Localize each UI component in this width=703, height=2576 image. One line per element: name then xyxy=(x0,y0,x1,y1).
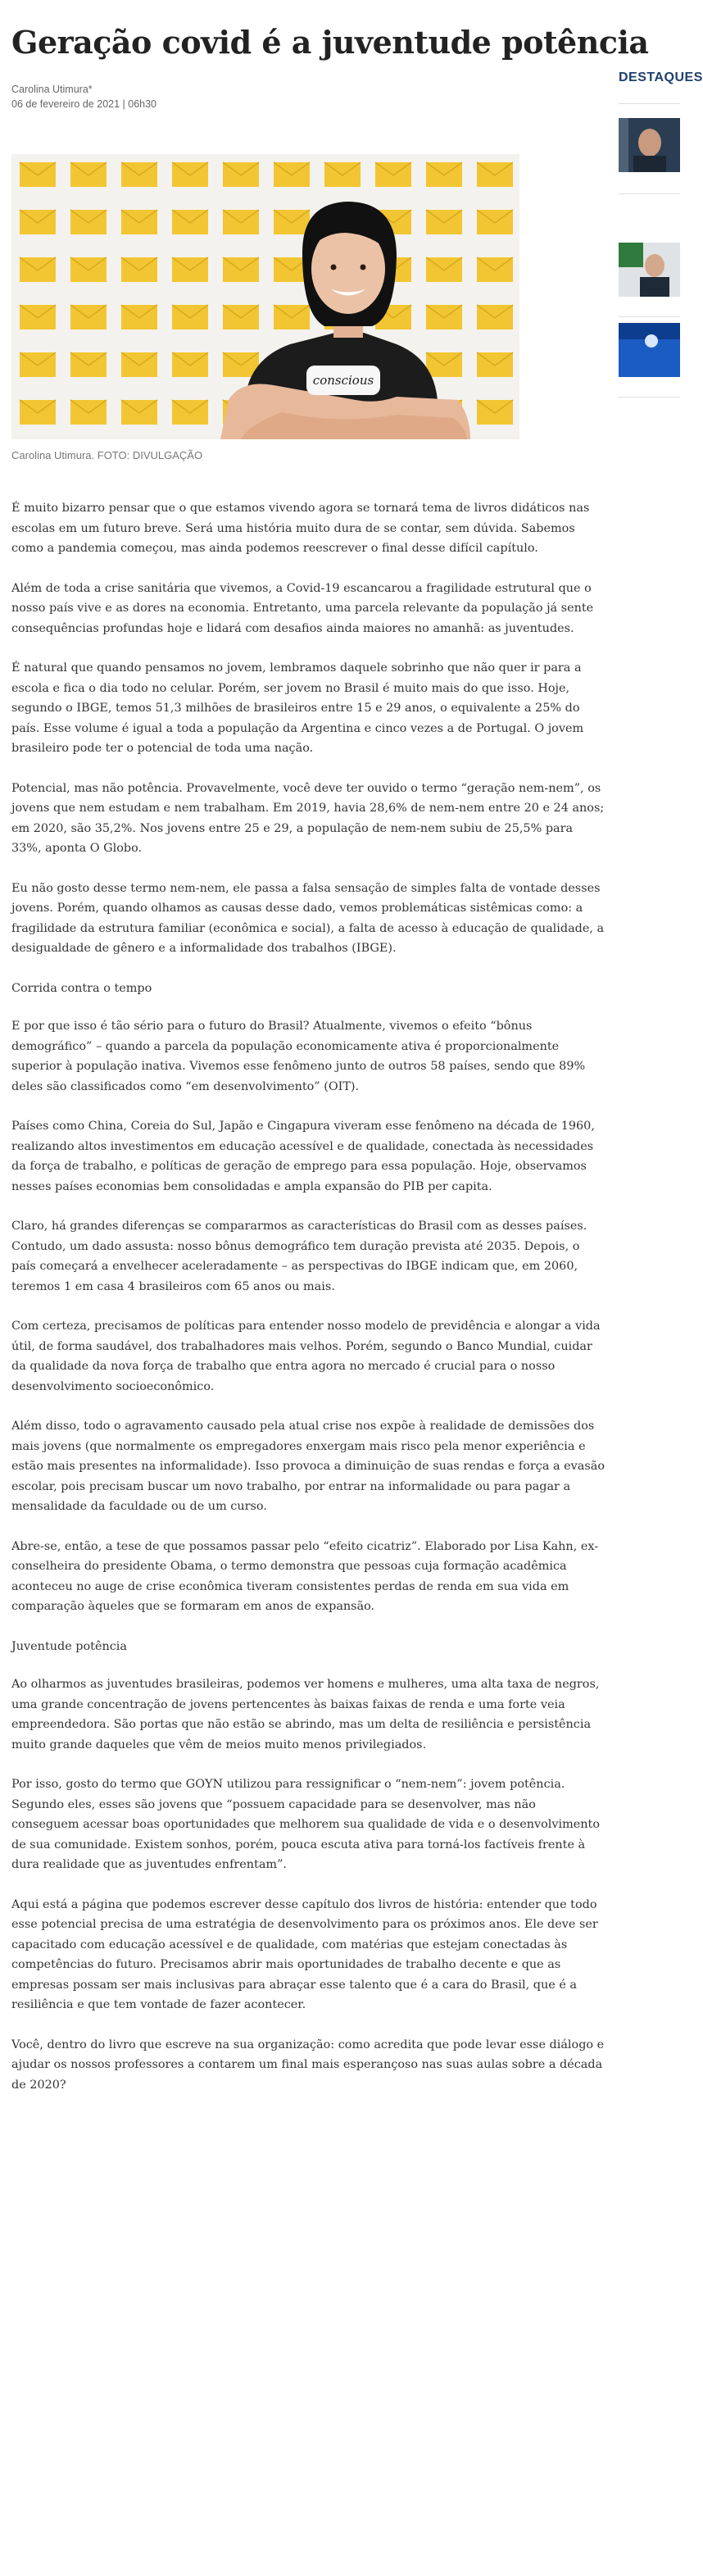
article-title: Geração covid é a juventude potência xyxy=(11,24,649,61)
paragraph: Aqui está a página que podemos escrever desse capítulo dos livros de história: entender que todo esse potencial precisa de uma estratégia de desenvolvimento para os próximos anos. Ele deve ser capacitado com educação acessível e de qualidade, com matérias que estejam conectadas às competências do futuro. Precisamos abrir mais oportunidades de trabalho decente e que as empresas possam ser mais inclusivas para abraçar esse talento que é a cara do Brasil, que é a resiliência e que tem vontade de fazer acontecer. xyxy=(11,1897,598,2011)
image-caption: Carolina Utimura. FOTO: DIVULGAÇÃO xyxy=(11,449,203,461)
envelope-pattern-icon xyxy=(11,154,519,439)
sidebar-highlights xyxy=(619,70,703,85)
byline xyxy=(11,82,156,111)
divider xyxy=(619,193,680,194)
paragraph: Claro, há grandes diferenças se compararmos as características do Brasil com as desses países. Contudo, um dado assusta: nosso bônus demográfico tem duração prevista até 2035. Depois, o país começará a envelhecer aceleradamente – as perspectivas do IBGE indicam que, em 2060, teremos 1 em casa 4 brasileiros com 65 anos ou mais. xyxy=(11,1220,587,1293)
paragraph: Ao olharmos as juventudes brasileiras, podemos ver homens e mulheres, uma alta taxa de negros, uma grande concentração de jovens pertencentes às baixas faixas de renda e uma forte veia empreendedora. São portas que não estão se abrindo, mas um delta de resiliência e persistência muito grande daqueles que vêm de meios muito menos privilegiados. xyxy=(11,1678,600,1751)
highlight-thumbnail[interactable] xyxy=(619,243,680,297)
paragraph: Potencial, mas não potência. Provavelmente, você deve ter ouvido o termo “geração nem-nem”, os jovens que nem estudam e nem trabalham. Em 2019, havia 28,6% de nem-nem entre 20 e 24 anos; em 2020, são 35,2%. Nos jovens entre 25 e 29, a população de nem-nem subiu de 25,5% para 33%, aponta O Globo. xyxy=(11,781,605,855)
divider xyxy=(619,316,680,317)
divider xyxy=(619,397,680,398)
section-subheading: Juventude potência xyxy=(11,1639,127,1653)
paragraph: Por isso, gosto do termo que GOYN utilizou para ressignificar o “nem-nem”: jovem potência. Segundo eles, esses são jovens que “possuem capacidade para se desenvolver, mas não conseguem acessar boas oportunidades que melhorem sua qualidade de vida e o desenvolvimento de sua comunidade. Existem sonhos, porém, pouca escuta ativa para torná-los factíveis frente à dura realidade que as juventudes enfrentam”. xyxy=(11,1778,600,1871)
publish-date: 06 de fevereiro de 2021 | 06h30 xyxy=(11,98,156,110)
highlight-thumbnail[interactable] xyxy=(619,323,680,377)
paragraph: Você, dentro do livro que escreve na sua organização: como acredita que pode levar esse diálogo e ajudar os nossos professores a contarem um final mais esperançoso nas suas aulas sobre a década de 2020? xyxy=(11,2038,605,2092)
highlight-thumbnail[interactable] xyxy=(619,118,680,172)
article-body xyxy=(11,498,606,2115)
sidebar-heading: DESTAQUES xyxy=(619,70,703,84)
paragraph: Além de toda a crise sanitária que vivemos, a Covid-19 escancarou a fragilidade estrutural que o nosso país vive e as dores na economia. Entretanto, uma parcela relevante da população já sente consequências profundas hoje e lidará com desafios ainda maiores no amanhã: as juventudes. xyxy=(11,581,594,635)
paragraph: Com certeza, precisamos de políticas para entender nosso modelo de previdência e alongar a vida útil, de forma saudável, dos trabalhadores mais velhos. Porém, segundo o Banco Mundial, cuidar da qualidade da nova força de trabalho que entra agora no mercado é crucial para o nosso desenvolvimento socioeconômico. xyxy=(11,1320,601,1393)
svg-text:conscious: conscious xyxy=(312,373,374,388)
paragraph: Além disso, todo o agravamento causado pela atual crise nos expõe à realidade de demissões dos mais jovens (que normalmente os empregadores enxergam mais risco pela menor experiência e estão mais presentes na informalidade). Isso provoca a diminuição de suas rendas e força a evasão escolar, pois precisam buscar um novo trabalho, por entrar na informalidade ou para pagar a mensalidade da faculdade ou de um curso. xyxy=(11,1420,605,1513)
author: Carolina Utimura* xyxy=(11,84,93,95)
divider xyxy=(619,103,680,104)
paragraph: E por que isso é tão sério para o futuro do Brasil? Atualmente, vivemos o efeito “bônus demográfico” – quando a parcela da população economicamente ativa é proporcionalmente superior à população inativa. Vivemos esse fenômeno junto de outros 58 países, sendo que 89% deles são classificados como “em desenvolvimento” (OIT). xyxy=(11,1020,586,1093)
paragraph: Abre-se, então, a tese de que possamos passar pelo “efeito cicatriz”. Elaborado por Lisa Kahn, ex-conselheira do presidente Obama, o termo demonstra que pessoas cuja formação acadêmica aconteceu no auge de crise econômica tiveram consistentes perdas de renda em sua vida em comparação àqueles que se formaram em anos de expansão. xyxy=(11,1539,599,1613)
paragraph: Eu não gosto desse termo nem-nem, ele passa a falsa sensação de simples falta de vontade desses jovens. Porém, quando olhamos as causas desse dado, vemos problemáticas sistêmicas como: a fragilidade da estrutura familiar (econômica e social), a falta de acesso à educação de qualidade, a desigualdade de gênero e a informalidade dos trabalhos (IBGE). xyxy=(11,881,605,955)
paragraph: Países como China, Coreia do Sul, Japão e Cingapura viveram esse fenômeno na década de 1960, realizando altos investimentos em educação acessível e de qualidade, conectada às necessidades da força de trabalho, e políticas de geração de emprego para essa população. Hoje, observamos nesses países economias bem consolidadas e ampla expansão do PIB per capita. xyxy=(11,1120,595,1193)
paragraph: É muito bizarro pensar que o que estamos vivendo agora se tornará tema de livros didáticos nas escolas em um futuro breve. Será uma história muito dura de se contar, sem dúvida. Sabemos como a pandemia começou, mas ainda podemos reescrever o final desse difícil capítulo. xyxy=(11,502,590,555)
section-subheading: Corrida contra o tempo xyxy=(11,981,152,995)
paragraph: É natural que quando pensamos no jovem, lembramos daquele sobrinho que não quer ir para a escola e fica o dia todo no celular. Porém, ser jovem no Brasil é muito mais do que isso. Hoje, segundo o IBGE, temos 51,3 milhões de brasileiros entre 15 e 29 anos, o equivalente a 25% do país. Esse volume é igual a toda a população da Argentina e cinco vezes a de Portugal. O jovem brasileiro pode ter o potencial de toda uma nação. xyxy=(11,661,584,755)
article-image xyxy=(11,154,519,439)
